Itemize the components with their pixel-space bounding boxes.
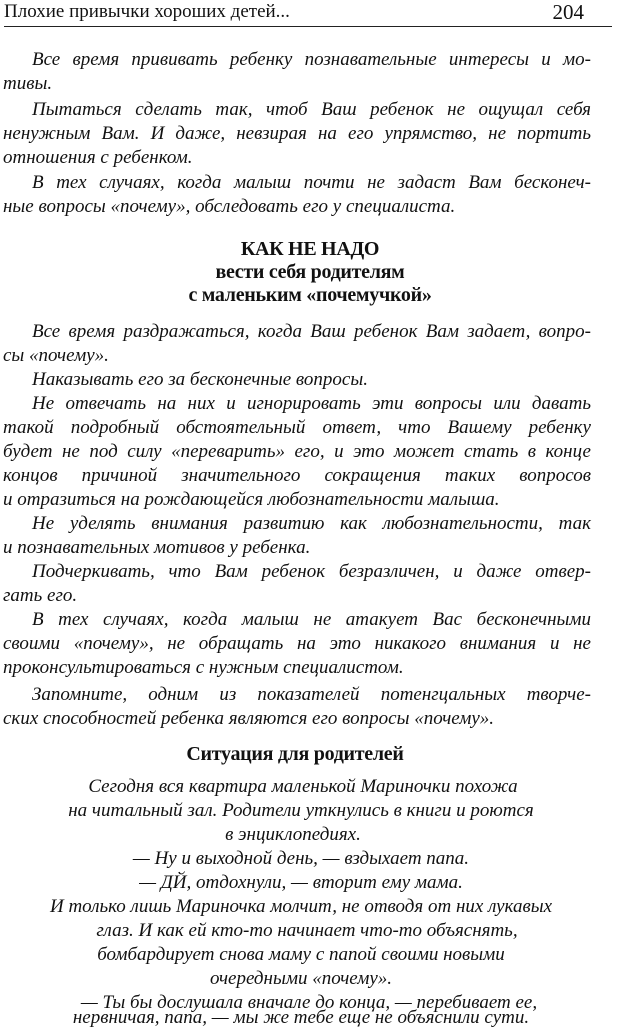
situation-heading: Ситуация для родителей xyxy=(186,743,404,765)
text-line: — Ну и выходной день, — вздыхает папа. xyxy=(132,848,470,869)
text-line: Запомните, одним из показателей потенгцальных творче- xyxy=(32,684,591,705)
running-header xyxy=(4,0,612,27)
section-heading-line-1: КАК НЕ НАДО xyxy=(240,238,380,260)
text-line: ских способностей ребенка являются его вопросы «почему». xyxy=(3,708,495,729)
text-line: на читальный зал. Родители уткнулись в книги и роются xyxy=(68,800,534,821)
text-line: и отразиться на рождающейся любознательности малыша. xyxy=(3,489,500,510)
text-line: сы «почему». xyxy=(3,345,109,366)
text-line: Сегодня вся квартира маленькой Мариночки похожа xyxy=(88,776,518,797)
text-line: нервничая, папа, — мы же тебе еще не объяснили сути. xyxy=(72,1007,530,1028)
text-line: глаз. И как ей кто-то начинает что-то объяснять, xyxy=(96,920,518,941)
text-line: Пытаться сделать так, чтоб Ваш ребенок не ощущал себя xyxy=(32,99,591,120)
text-line: гать его. xyxy=(3,585,78,606)
section-heading-line-2: вести себя родителям xyxy=(215,261,405,283)
text-line: ные вопросы «почему», обследовать его у специалиста. xyxy=(3,196,456,217)
text-line: Не уделять внимания развитию как любознательности, так xyxy=(32,513,591,534)
text-line: бомбардирует снова маму с папой своими новыми xyxy=(97,944,505,965)
text-line: и познавательных мотивов у ребенка. xyxy=(3,537,311,558)
page-number: 204 xyxy=(552,0,584,24)
text-line: — Ты бы дослушала вначале до конца, — перебивает ее, xyxy=(80,992,538,1013)
text-line: проконсультироваться с нужным специалистом. xyxy=(3,657,404,678)
text-line: будет не под силу «переварить» его, и это может стать в конце xyxy=(3,441,591,462)
text-line: — ДЙ, отдохнули, — вторит ему мама. xyxy=(139,872,463,893)
text-line: Подчеркивать, что Вам ребенок безразличен, и даже отвер- xyxy=(32,561,591,582)
text-line: тивы. xyxy=(3,73,53,94)
text-line: своими «почему», не обращать на это никакого внимания и не xyxy=(3,633,591,654)
text-line: в энциклопедиях. xyxy=(225,824,361,845)
text-line: ненужным Вам. И даже, невзирая на его упрямство, не портить xyxy=(3,123,591,144)
text-line: И только лишь Мариночка молчит, не отводя от них лукавых xyxy=(49,896,553,917)
book-title: Плохие привычки хороших детей... xyxy=(4,1,290,22)
text-line: очередными «почему». xyxy=(209,968,393,989)
text-line: Не отвечать на них и игнорировать эти вопросы или давать xyxy=(32,393,591,414)
text-line: В тех случаях, когда малыш почти не задаст Вам бесконеч- xyxy=(32,172,591,193)
text-line: В тех случаях, когда малыш не атакует Вас бесконечными xyxy=(32,609,591,630)
text-line: отношения с ребенком. xyxy=(3,147,193,168)
section-heading-line-3: с маленьким «почемучкой» xyxy=(188,284,432,306)
text-line: концов причиной значительного сокращения таких вопросов xyxy=(3,465,591,486)
text-line: Все время раздражаться, когда Ваш ребенок Вам задает, вопро- xyxy=(32,321,591,342)
text-line: Наказывать его за бесконечные вопросы. xyxy=(32,369,368,390)
text-line: Все время прививать ребенку познавательные интересы и мо- xyxy=(32,49,591,70)
text-line: такой подробный обстоятельный ответ, что Вашему ребенку xyxy=(3,417,591,438)
